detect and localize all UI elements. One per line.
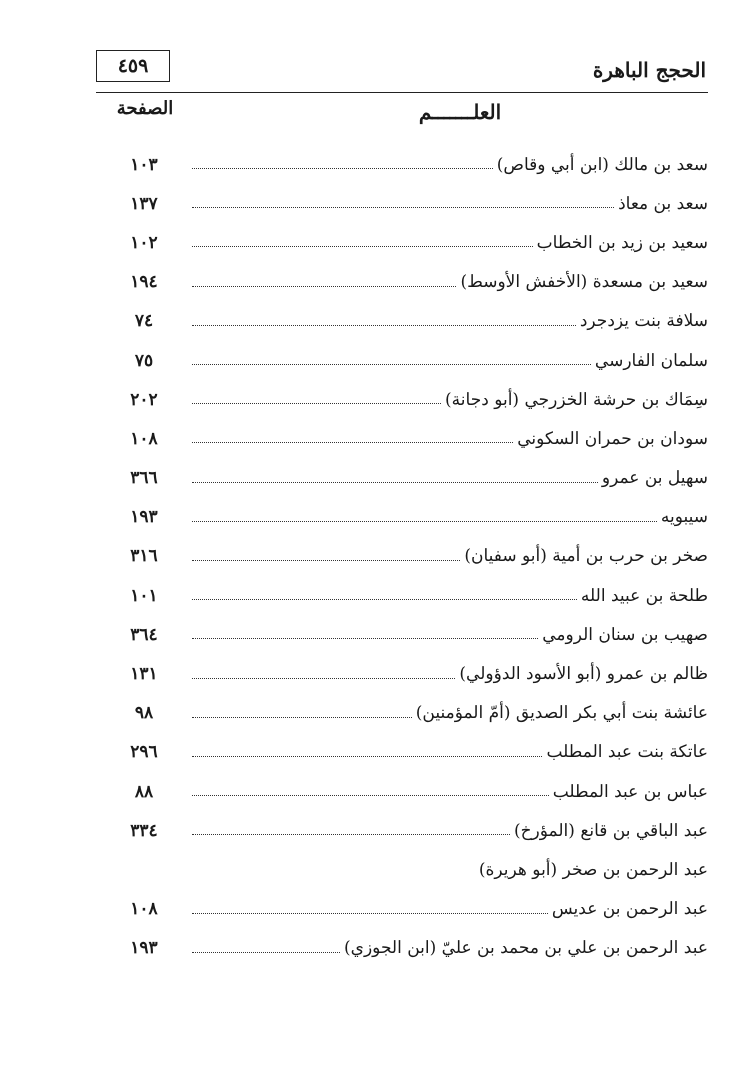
entry-name: عائشة بنت أبي بكر الصديق (أمّ المؤمنين): [415, 703, 708, 724]
entry-page-number: ١٠٣: [130, 154, 158, 175]
index-entry: [110, 654, 708, 693]
running-header: [96, 50, 708, 93]
name-column-heading: العلـــــــم: [418, 100, 502, 124]
dot-leader: [192, 599, 577, 600]
entry-page-number: ١٠٢: [130, 232, 158, 253]
entry-page-number: ٣٦٦: [130, 468, 158, 489]
entry-name: سعد بن مالك (ابن أبي وقاص): [496, 154, 708, 175]
entry-name: سودان بن حمران السكوني: [517, 428, 708, 449]
entry-body: [192, 194, 708, 214]
entry-page-number: ٩٨: [134, 703, 154, 724]
dot-leader: [192, 246, 533, 247]
index-entry: [110, 184, 708, 223]
entry-page-number: ١٣١: [130, 664, 158, 685]
dot-leader: [192, 638, 538, 639]
dot-leader: [192, 560, 460, 561]
book-title: الحجج الباهرة: [592, 58, 706, 82]
entry-page-number: ٢٠٢: [130, 389, 158, 410]
index-entry: [110, 850, 708, 889]
entry-name: عباس بن عبد المطلب: [552, 781, 708, 802]
dot-leader: [192, 442, 513, 443]
entry-name: ظالم بن عمرو (أبو الأسود الدؤولي): [459, 664, 708, 685]
index-entry: [110, 772, 708, 811]
entry-name: عبد الرحمن بن علي بن محمد بن عليّ (ابن الجوزي): [344, 938, 708, 959]
entry-body: [192, 938, 708, 958]
page-column-heading: الصفحة: [116, 98, 174, 119]
entry-name: سعيد بن مسعدة (الأخفش الأوسط): [460, 272, 708, 293]
entry-page-number: ٧٤: [134, 311, 154, 332]
entry-page-number: ١٠٨: [130, 428, 158, 449]
index-entry: [110, 694, 708, 733]
entry-name: سعيد بن زيد بن الخطاب: [536, 232, 708, 253]
dot-leader: [192, 717, 412, 718]
entry-page-number: ١٩٣: [130, 507, 158, 528]
entry-body: [192, 742, 708, 762]
index-entry: [110, 929, 708, 968]
dot-leader: [192, 756, 542, 757]
index-entry: [110, 537, 708, 576]
entry-page-number: ٧٥: [134, 350, 154, 371]
dot-leader: [192, 795, 549, 796]
entry-page-number: ٣٣٤: [130, 820, 158, 841]
entry-name: سلافة بنت يزدجرد: [579, 311, 708, 332]
entry-page-number: ١٠٨: [130, 899, 158, 920]
index-entry: [110, 811, 708, 850]
index-entry: [110, 576, 708, 615]
entry-body: [192, 272, 708, 292]
index-entry: [110, 341, 708, 380]
entry-name: طلحة بن عبيد الله: [580, 585, 708, 606]
index-list: [110, 145, 708, 968]
entry-page-number: ١٣٧: [130, 193, 158, 214]
entry-body: [192, 782, 708, 802]
entry-body: [192, 860, 708, 880]
entry-body: [192, 390, 708, 410]
dot-leader: [192, 952, 340, 953]
index-entry: [110, 302, 708, 341]
entry-name: سِمَاك بن حرشة الخزرجي (أبو دجانة): [445, 389, 708, 410]
dot-leader: [192, 364, 591, 365]
index-entry: [110, 145, 708, 184]
entry-name: عاتكة بنت عبد المطلب: [546, 742, 708, 763]
entry-name: عبد الرحمن بن صخر (أبو هريرة): [478, 859, 708, 880]
entry-body: [192, 155, 708, 175]
index-entry: [110, 615, 708, 654]
entry-name: سلمان الفارسي: [594, 350, 708, 371]
dot-leader: [192, 521, 657, 522]
entry-name: سيبويه: [660, 507, 708, 528]
entry-body: [192, 586, 708, 606]
entry-name: صهيب بن سنان الرومي: [542, 624, 708, 645]
dot-leader: [192, 678, 455, 679]
entry-page-number: ٢٩٦: [130, 742, 158, 763]
entry-body: [192, 507, 708, 527]
entry-page-number: ٣١٦: [130, 546, 158, 567]
entry-name: صخر بن حرب بن أمية (أبو سفيان): [464, 546, 708, 567]
entry-name: عبد الرحمن بن عديس: [551, 899, 708, 920]
entry-body: [192, 821, 708, 841]
dot-leader: [192, 207, 614, 208]
dot-leader: [192, 913, 548, 914]
page-number: ٤٥٩: [96, 50, 170, 82]
dot-leader: [192, 168, 493, 169]
entry-name: عبد الباقي بن قانع (المؤرخ): [513, 820, 708, 841]
index-entry: [110, 419, 708, 458]
index-entry: [110, 498, 708, 537]
entry-page-number: ٣٦٤: [130, 624, 158, 645]
entry-page-number: ١٠١: [130, 585, 158, 606]
dot-leader: [192, 834, 510, 835]
entry-name: سهيل بن عمرو: [601, 468, 708, 489]
entry-body: [192, 625, 708, 645]
index-entry: [110, 263, 708, 302]
entry-body: [192, 546, 708, 566]
entry-body: [192, 703, 708, 723]
dot-leader: [192, 482, 598, 483]
entry-body: [192, 468, 708, 488]
entry-page-number: ١٩٤: [130, 272, 158, 293]
entry-page-number: ١٩٣: [130, 938, 158, 959]
entry-name: سعد بن معاذ: [618, 193, 708, 214]
entry-body: [192, 899, 708, 919]
entry-body: [192, 664, 708, 684]
entry-page-number: ٨٨: [134, 781, 154, 802]
entry-body: [192, 233, 708, 253]
dot-leader: [192, 325, 576, 326]
index-entry: [110, 380, 708, 419]
index-entry: [110, 459, 708, 498]
index-entry: [110, 223, 708, 262]
dot-leader: [192, 286, 456, 287]
dot-leader: [192, 403, 441, 404]
entry-body: [192, 429, 708, 449]
entry-body: [192, 311, 708, 331]
index-entry: [110, 890, 708, 929]
index-entry: [110, 733, 708, 772]
entry-body: [192, 351, 708, 371]
